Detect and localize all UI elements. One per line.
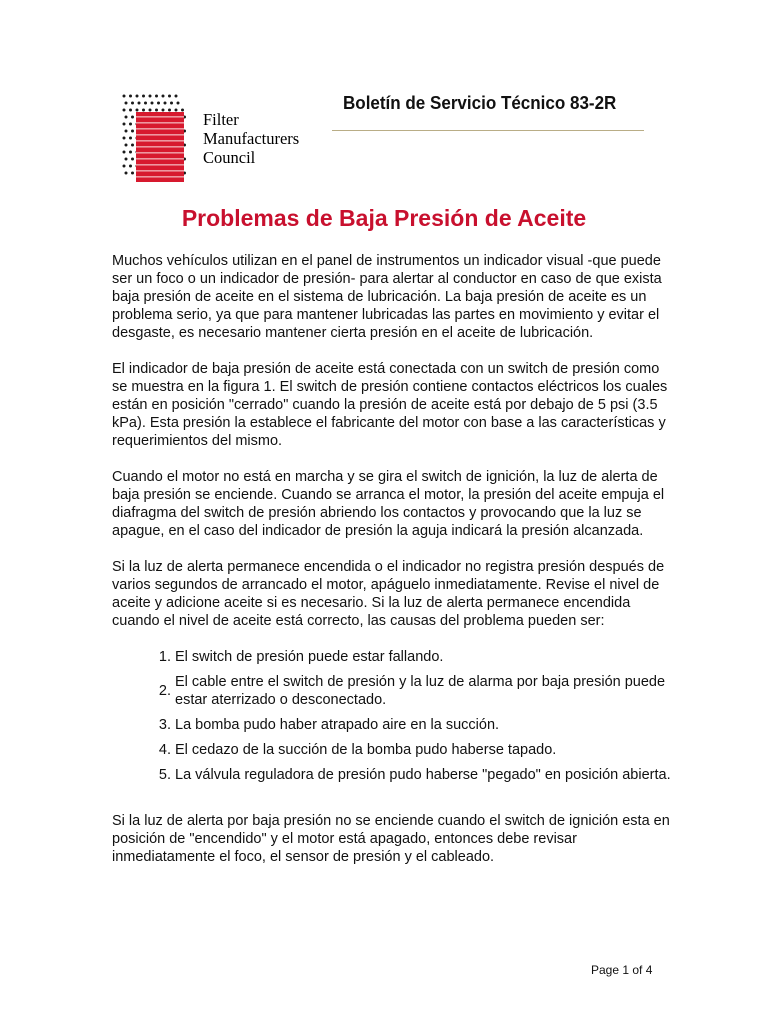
logo-dot [131, 172, 134, 175]
logo-dot [168, 109, 171, 112]
logo-wordmark [203, 110, 299, 167]
logo-dot [131, 116, 134, 119]
paragraph-closing: Si la luz de alerta por baja presión no se enciende cuando el switch de ignición esta en posición de "encendido" y el motor está apagado, entonces debe revisar inmediatamente el foco, el sensor de presión y el cableado. [112, 813, 670, 865]
logo-dot [123, 123, 126, 126]
list-item [112, 741, 672, 759]
logo-dot [149, 109, 152, 112]
logo-dot [175, 95, 178, 98]
logo-dot [123, 151, 126, 154]
logo-dot [136, 95, 139, 98]
paragraph-switch: El indicador de baja presión de aceite está conectada con un switch de presión como se muestra en la figura 1. El switch de presión contiene contactos eléctricos los cuales están en posición "cerrado" cuando la presión de aceite está por debajo de 5 psi (3.5 kPa). Esta presión la establece el fabricante del motor con base a las características y requerimientos del mismo. [112, 361, 668, 449]
logo-stripe [136, 122, 184, 124]
logo-dot [125, 116, 128, 119]
document-body [112, 252, 672, 884]
logo-dot [131, 144, 134, 147]
logo-stripe [136, 158, 184, 160]
logo-dot [125, 144, 128, 147]
logo-line-3: Council [203, 148, 256, 167]
logo-dot [162, 95, 165, 98]
logo-dot [129, 151, 132, 154]
logo-dot [131, 158, 134, 161]
logo-dot [129, 109, 132, 112]
logo-dot [151, 102, 154, 105]
logo-stripe [136, 140, 184, 142]
paragraph-intro: Muchos vehículos utilizan en el panel de instrumentos un indicador visual -que puede ser un foco o un indicador de presión- para alertar al conductor en caso de que exista baja presión de aceite en el sistema de lubricación. La baja presión de aceite es un problema serio, ya que para mantener lubricadas las partes en movimiento y evitar el desgaste, es necesario mantener cierta presión en el aceite de lubricación. [112, 253, 662, 341]
fmc-logo [118, 92, 333, 184]
list-item-text: La válvula reguladora de presión pudo haberse "pegado" en posición abierta. [175, 767, 671, 783]
logo-dot [162, 109, 165, 112]
logo-stripe [136, 164, 184, 166]
logo-dot [138, 102, 141, 105]
logo-dot [142, 95, 145, 98]
logo-dot [129, 137, 132, 140]
logo-dot [129, 165, 132, 168]
fmc-logo-mark-icon [118, 92, 200, 184]
list-item-text: El switch de presión puede estar fallando. [175, 649, 444, 665]
logo-dot [142, 109, 145, 112]
list-item-number: 2. [158, 683, 171, 699]
logo-dot [181, 109, 184, 112]
logo-stripe [136, 170, 184, 172]
logo-stripe [136, 152, 184, 154]
logo-dot [155, 95, 158, 98]
logo-stripe [136, 134, 184, 136]
logo-dot [144, 102, 147, 105]
logo-line-1: Filter [203, 110, 239, 129]
logo-dot [123, 95, 126, 98]
list-item-text: El cedazo de la succión de la bomba pudo haberse tapado. [175, 742, 557, 758]
logo-dot [129, 123, 132, 126]
document-title: Problemas de Baja Presión de Aceite [181, 205, 587, 231]
list-item [112, 716, 672, 734]
list-item-number: 5. [158, 767, 171, 783]
logo-stripe [136, 176, 184, 178]
bulletin-title: Boletín de Servicio Técnico 83-2R [343, 92, 617, 113]
logo-dot [168, 95, 171, 98]
page-number: Page 1 of 4 [591, 963, 653, 977]
logo-dot [164, 102, 167, 105]
logo-dot [125, 102, 128, 105]
causes-list [112, 648, 672, 784]
list-item-number: 4. [158, 742, 171, 758]
list-item [112, 766, 672, 784]
logo-dot [149, 95, 152, 98]
logo-stripe [136, 146, 184, 148]
paragraph-warning: Si la luz de alerta permanece encendida o el indicador no registra presión después de varios segundos de arrancado el motor, apáguelo inmediatamente. Revise el nivel de aceite y adicione aceite si es necesario. Si la luz de alerta permanece encendida cuando el nivel de aceite está correcto, las causas del problema pueden ser: [112, 559, 665, 629]
list-item-number: 1. [158, 649, 171, 665]
logo-dot [131, 130, 134, 133]
logo-dot [175, 109, 178, 112]
logo-stripe [136, 116, 184, 118]
logo-dot [123, 165, 126, 168]
logo-dot [136, 109, 139, 112]
logo-stripe [136, 128, 184, 130]
header-divider [332, 130, 644, 131]
list-item-text: La bomba pudo haber atrapado aire en la succión. [175, 717, 500, 733]
logo-dot [129, 95, 132, 98]
logo-dot [125, 130, 128, 133]
logo-dot [123, 137, 126, 140]
logo-line-2: Manufacturers [203, 129, 300, 148]
logo-dot [170, 102, 173, 105]
logo-dot [131, 102, 134, 105]
logo-dot [123, 109, 126, 112]
paragraph-operation: Cuando el motor no está en marcha y se gira el switch de ignición, la luz de alerta de baja presión se enciende. Cuando se arranca el motor, la presión del aceite empuja el diafragma del switch de presión abriendo los contactos y provocando que la luz se apague, en el caso del indicador de presión la aguja indicará la presión alcanzada. [112, 469, 665, 539]
logo-dot [125, 172, 128, 175]
list-item-text: El cable entre el switch de presión y la luz de alarma por baja presión puede estar aterrizado o desconectado. [175, 674, 666, 708]
logo-dot [125, 158, 128, 161]
list-item-number: 3. [158, 717, 171, 733]
list-item [112, 673, 672, 709]
list-item [112, 648, 672, 666]
logo-dot [157, 102, 160, 105]
logo-dot [155, 109, 158, 112]
logo-dot [177, 102, 180, 105]
